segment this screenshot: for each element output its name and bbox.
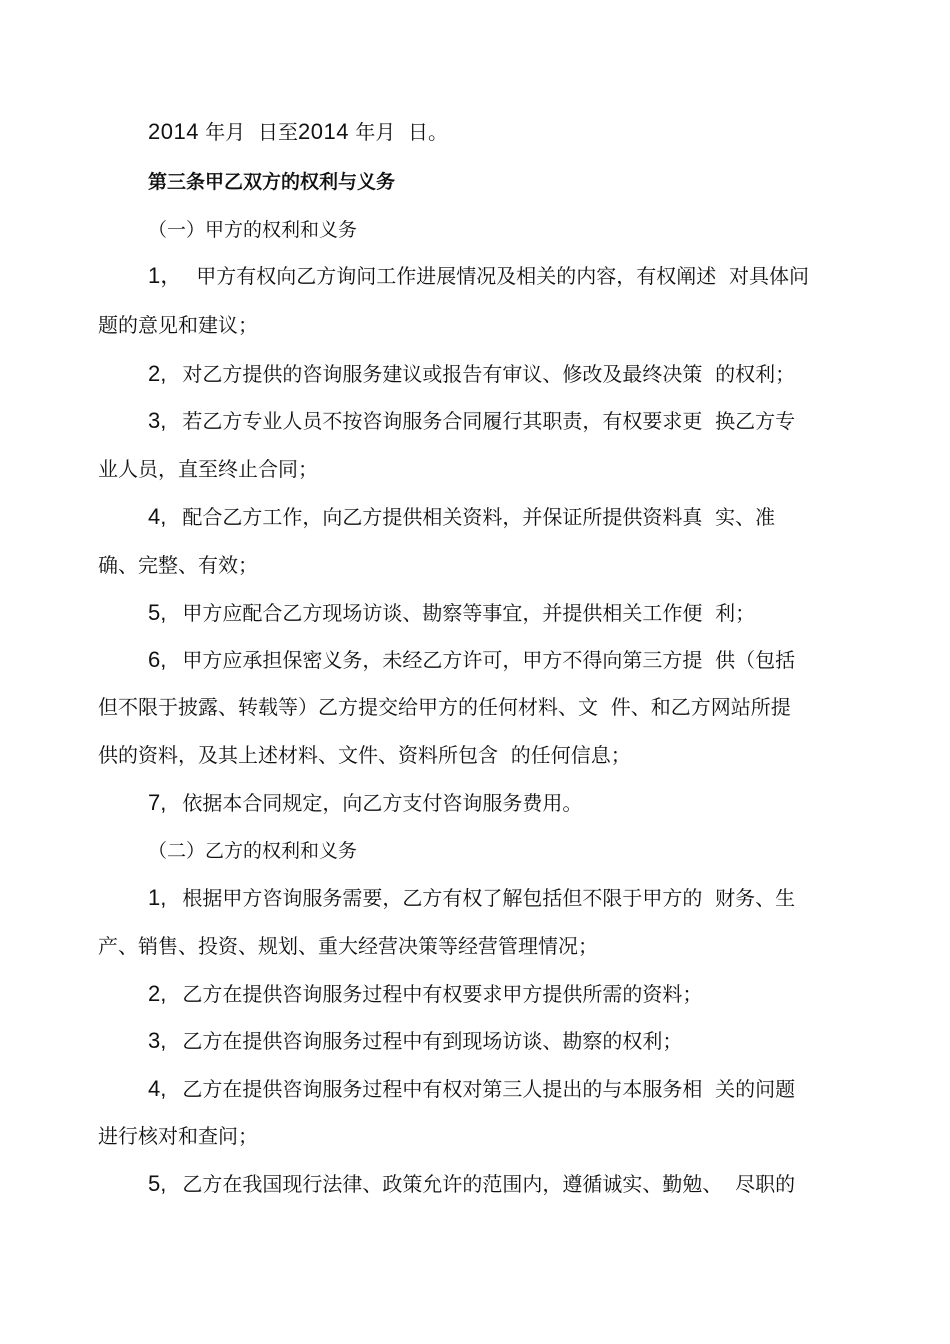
item-number: 1, [148, 885, 167, 910]
list-item [148, 503, 775, 531]
section-b-title: （二）乙方的权利和义务 [148, 840, 358, 862]
list-item-continuation: 但不限于披露、转载等）乙方提交给甲方的任何材料、文 件、和乙方网站所提 [98, 695, 791, 719]
list-item-continuation: 进行核对和查问； [98, 1124, 258, 1148]
item-number: 1， [148, 263, 183, 288]
item-number: 5, [148, 600, 167, 625]
list-item [148, 1075, 795, 1103]
item-number: 7, [148, 790, 167, 815]
article-title: 第三条甲乙双方的权利与义务 [148, 171, 396, 193]
item-number: 3, [148, 408, 167, 433]
list-item [148, 599, 755, 627]
item-text: 乙方在提供咨询服务过程中有权对第三人提出的与本服务相 关的问题 [182, 1077, 796, 1101]
item-text: 配合乙方工作，向乙方提供相关资料，并保证所提供资料真 实、准 [182, 505, 776, 529]
item-text: 乙方在提供咨询服务过程中有到现场访谈、勘察的权利； [182, 1029, 683, 1053]
list-item [148, 360, 795, 388]
list-item [148, 1170, 795, 1198]
date-line [148, 118, 448, 146]
list-item [148, 646, 795, 674]
list-item-continuation: 确、完整、有效； [98, 553, 258, 577]
item-number: 6, [148, 647, 167, 672]
item-number: 4, [148, 1076, 167, 1101]
list-item-continuation: 产、销售、投资、规划、重大经营决策等经营管理情况； [98, 934, 598, 958]
item-number: 5, [148, 1171, 167, 1196]
list-item-continuation: 供的资料，及其上述材料、文件、资料所包含 的任何信息； [98, 743, 631, 767]
item-text: 对乙方提供的咨询服务建议或报告有审议、修改及最终决策 的权利； [182, 362, 796, 386]
section-a-title: （一）甲方的权利和义务 [148, 219, 358, 241]
date-text-start: 年月 日至 [198, 120, 299, 144]
item-text: 乙方在我国现行法律、政策允许的范围内，遵循诚实、勤勉、 尽职的 [182, 1172, 796, 1196]
list-item [148, 884, 795, 912]
item-number: 4, [148, 504, 167, 529]
item-number: 2, [148, 361, 167, 386]
list-item [148, 1027, 682, 1055]
list-item [148, 980, 702, 1008]
item-text: 甲方应承担保密义务，未经乙方许可，甲方不得向第三方提 供（包括 [182, 648, 796, 672]
list-item [148, 789, 582, 817]
item-text: 依据本合同规定，向乙方支付咨询服务费用。 [182, 791, 583, 815]
item-text: 根据甲方咨询服务需要，乙方有权了解包括但不限于甲方的 财务、生 [182, 886, 796, 910]
item-text: 若乙方专业人员不按咨询服务合同履行其职责，有权要求更 换乙方专 [182, 409, 796, 433]
list-item [148, 407, 795, 435]
date-text-end: 年月 日。 [348, 120, 449, 144]
item-text: 甲方应配合乙方现场访谈、勘察等事宜，并提供相关工作便 利； [182, 601, 756, 625]
list-item-continuation: 业人员，直至终止合同； [98, 457, 318, 481]
list-item [148, 262, 809, 290]
item-number: 2, [148, 981, 167, 1006]
item-text: 甲方有权向乙方询问工作进展情况及相关的内容，有权阐述 对具体问 [196, 264, 809, 288]
date-year-end: 2014 [298, 119, 349, 144]
item-text: 乙方在提供咨询服务过程中有权要求甲方提供所需的资料； [182, 982, 703, 1006]
date-year-start: 2014 [148, 119, 199, 144]
list-item-continuation: 题的意见和建议； [98, 313, 258, 337]
item-number: 3, [148, 1028, 167, 1053]
